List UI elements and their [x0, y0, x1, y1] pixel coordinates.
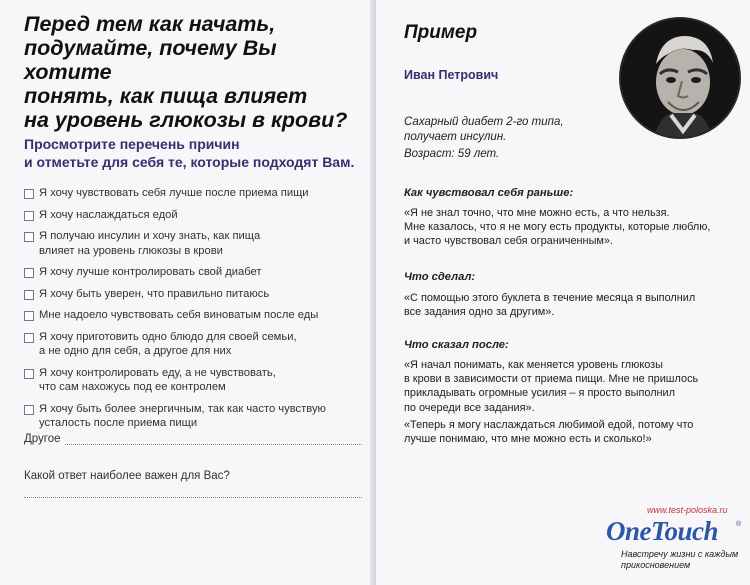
quote-line: «Я не знал точно, что мне можно есть, а что нельзя.	[404, 207, 670, 219]
reason-line: Я хочу быть уверен, что правильно питаюсь	[39, 287, 270, 300]
before-quote	[404, 206, 734, 249]
reason-checkbox[interactable]	[24, 189, 34, 199]
other-answer-line[interactable]	[65, 434, 362, 445]
brand-tagline	[621, 549, 738, 571]
registered-mark: ®	[736, 521, 742, 528]
reason-line: Я хочу приготовить одно блюдо для своей семьи,	[39, 330, 297, 343]
reason-checkbox[interactable]	[24, 333, 34, 343]
reason-text	[39, 186, 309, 201]
reason-text	[39, 402, 326, 431]
reason-item	[24, 330, 364, 359]
reason-text	[39, 229, 260, 258]
diagnosis-line: получает инсулин.	[404, 131, 507, 143]
reason-text	[39, 265, 261, 280]
reason-checkbox[interactable]	[24, 211, 34, 221]
tagline-line: прикосновением	[621, 560, 691, 570]
onetouch-logo: OneTouch	[606, 516, 719, 546]
quote-line: прикладывать огромные усилия – я просто выполнил	[404, 387, 675, 400]
instruction-line: Просмотрите перечень причин	[24, 136, 240, 152]
right-page	[376, 0, 750, 585]
important-answer-line[interactable]	[24, 497, 362, 498]
quote-line: лучше понимаю, что мне можно есть и сколько!»	[404, 433, 652, 446]
reason-line: а не одно для себя, а другое для них	[39, 345, 232, 357]
quote-line: Мне казалось, что я не могу есть продукты, которые люблю,	[404, 221, 711, 234]
reason-line: усталость после приема пищи	[39, 417, 198, 429]
reason-item	[24, 186, 364, 201]
before-heading: Как чувствовал себя раньше:	[404, 187, 574, 199]
reason-item	[24, 208, 364, 223]
reason-item	[24, 229, 364, 258]
reason-line: Я хочу быть более энергичным, так как часто чувствую	[39, 402, 326, 415]
quote-line: «С помощью этого буклета в течение месяца я выполнил	[404, 292, 696, 304]
diagnosis-line: Сахарный диабет 2-го типа,	[404, 116, 564, 128]
reason-item	[24, 265, 364, 280]
reason-checkbox[interactable]	[24, 290, 34, 300]
done-quote	[404, 291, 734, 319]
reason-checkbox[interactable]	[24, 268, 34, 278]
reason-checkbox[interactable]	[24, 232, 34, 242]
left-title-line: подумайте, почему Вы хотите	[24, 36, 277, 84]
reason-text	[39, 330, 297, 359]
person-name: Иван Петрович	[404, 68, 499, 82]
reason-line: влияет на уровень глюкозы в крови	[39, 244, 223, 257]
reason-text	[39, 208, 178, 223]
reason-text	[39, 366, 276, 395]
example-title: Пример	[404, 22, 478, 43]
age: Возраст: 59 лет.	[404, 148, 500, 160]
reason-item	[24, 287, 364, 302]
avatar-person-photo-icon	[619, 17, 741, 139]
reason-line: Я хочу наслаждаться едой	[39, 208, 178, 221]
site-url-link[interactable]: www.test-poloska.ru	[647, 505, 728, 515]
reason-line: Мне надоело чувствовать себя виноватым после еды	[39, 309, 319, 321]
reason-line: Я хочу лучше контролировать свой диабет	[39, 266, 262, 278]
reason-item	[24, 402, 364, 431]
reason-line: Я получаю инсулин и хочу знать, как пища	[39, 230, 261, 242]
reason-text	[39, 308, 318, 323]
reason-line: Я хочу чувствовать себя лучше после приема пищи	[39, 187, 309, 199]
other-label: Другое	[24, 433, 61, 445]
quote-line: все задания одно за другим».	[404, 306, 555, 319]
reason-checkbox[interactable]	[24, 311, 34, 321]
quote-line: в крови в зависимости от приема пищи. Мне не пришлось	[404, 373, 699, 386]
reason-item	[24, 366, 364, 395]
important-question: Какой ответ наиболее важен для Вас?	[24, 470, 230, 482]
said-quote	[404, 358, 734, 446]
quote-line: по очереди все задания».	[404, 401, 535, 414]
reason-checklist	[24, 186, 364, 438]
reason-checkbox[interactable]	[24, 369, 34, 379]
quote-line: «Я начал понимать, как меняется уровень глюкозы	[404, 359, 663, 371]
instruction-line: и отметьте для себя те, которые подходят Вам.	[24, 154, 355, 170]
reason-line: Я хочу контролировать еду, а не чувствовать,	[39, 366, 276, 379]
instruction	[24, 135, 364, 171]
done-heading: Что сделал:	[404, 271, 476, 283]
left-title-line: Перед тем как начать,	[24, 12, 276, 36]
person-photo-icon	[621, 19, 741, 139]
tagline-line: Навстречу жизни с каждым	[621, 549, 739, 559]
reason-text	[39, 287, 269, 302]
left-title-line: понять, как пища влияет	[24, 84, 308, 108]
left-title	[24, 12, 354, 132]
reason-item	[24, 308, 364, 323]
said-heading: Что сказал после:	[404, 339, 509, 351]
left-title-line: на уровень глюкозы в крови?	[24, 108, 348, 132]
other-row	[24, 433, 362, 445]
reason-checkbox[interactable]	[24, 405, 34, 415]
reason-line: что сам нахожусь под ее контролем	[39, 381, 226, 393]
diagnosis	[404, 115, 564, 145]
quote-line: и часто чувствовал себя ограниченным».	[404, 235, 613, 248]
quote-line: «Теперь я могу наслаждаться любимой едой, потому что	[404, 418, 694, 431]
